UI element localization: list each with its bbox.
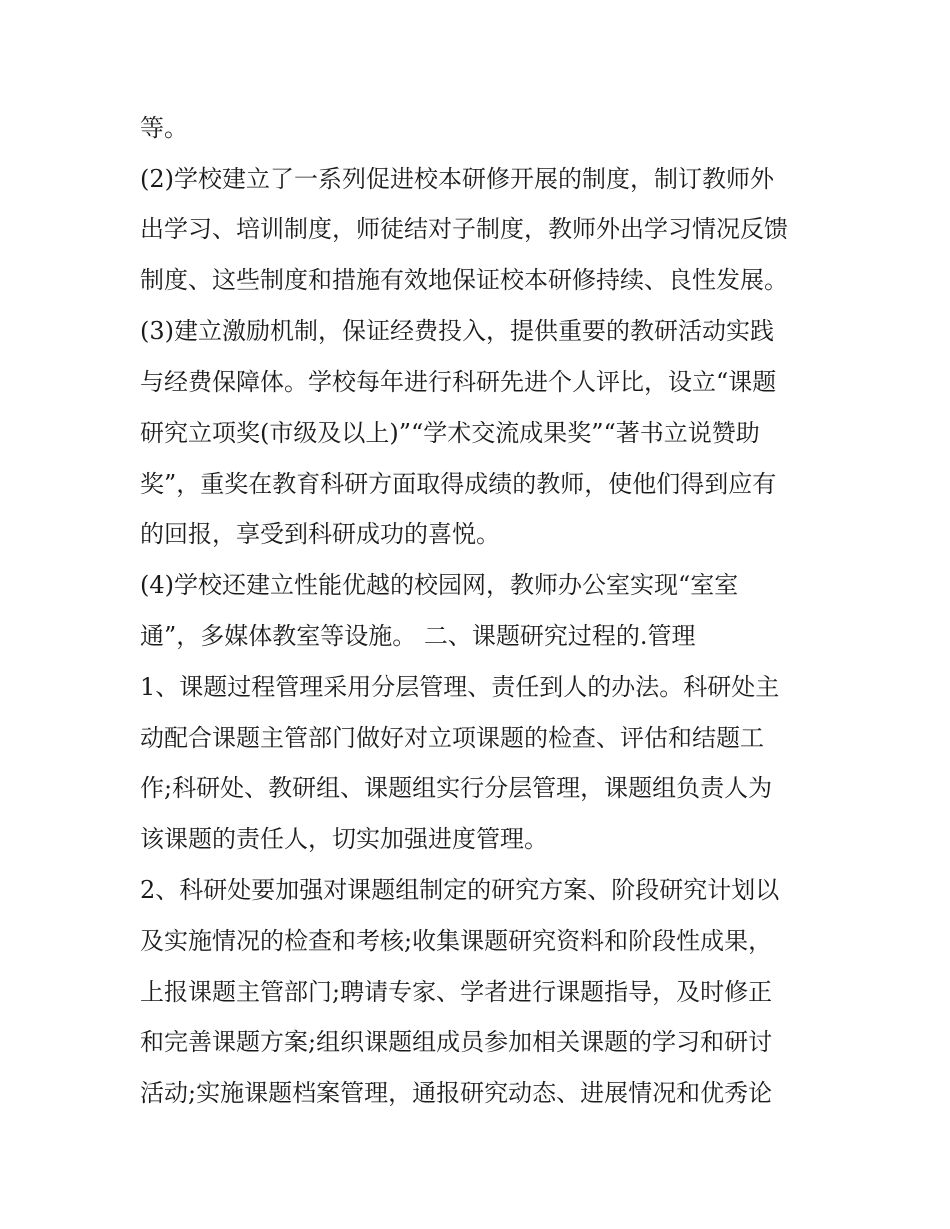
text-line: 制度、这些制度和措施有效地保证校本研修持续、良性发展。: [140, 266, 788, 294]
text-line: 和完善课题方案;组织课题组成员参加相关课题的学习和研讨: [140, 1028, 773, 1056]
text-line: 等。: [140, 114, 188, 142]
text-line: 出学习、培训制度，师徒结对子制度，教师外出学习情况反馈: [140, 215, 788, 243]
text-line: 研究立项奖(市级及以上)”“学术交流成果奖”“著书立说赞助: [140, 419, 760, 447]
text-line: (3)建立激励机制，保证经费投入，提供重要的教研活动实践: [140, 317, 774, 345]
text-line: 通”，多媒体教室等设施。 二、课题研究过程的.管理: [140, 622, 696, 650]
text-line: 动配合课题主管部门做好对立项课题的检查、评估和结题工: [140, 724, 764, 752]
text-line: (4)学校还建立性能优越的校园网，教师办公室实现“室室: [140, 571, 739, 599]
text-line: (2)学校建立了一系列促进校本研修开展的制度，制订教师外: [140, 165, 774, 193]
text-line: 奖”，重奖在教育科研方面取得成绩的教师，使他们得到应有: [140, 470, 777, 498]
text-line: 上报课题主管部门;聘请专家、学者进行课题指导，及时修正: [140, 978, 773, 1006]
text-line: 该课题的责任人，切实加强进度管理。: [140, 825, 548, 853]
text-line: 活动;实施课题档案管理，通报研究动态、进展情况和优秀论: [140, 1079, 773, 1107]
text-line: 与经费保障体。学校每年进行科研先进个人评比，设立“课题: [140, 368, 777, 396]
text-line: 及实施情况的检查和考核;收集课题研究资料和阶段性成果，: [140, 927, 773, 955]
text-line: 1、课题过程管理采用分层管理、责任到人的办法。科研处主: [140, 673, 780, 701]
text-line: 的回报，享受到科研成功的喜悦。: [140, 520, 500, 548]
text-line: 2、科研处要加强对课题组制定的研究方案、阶段研究计划以: [140, 876, 780, 904]
text-line: 作;科研处、教研组、课题组实行分层管理，课题组负责人为: [140, 774, 773, 802]
